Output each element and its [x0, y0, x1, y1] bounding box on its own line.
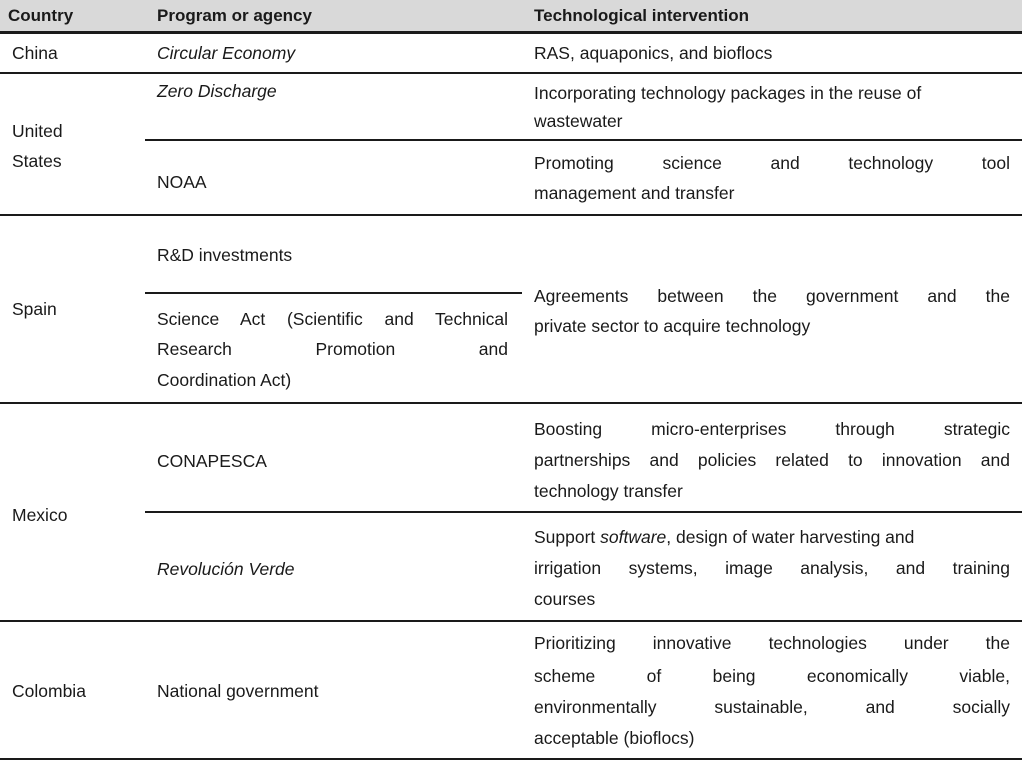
row-rule: [0, 72, 1022, 74]
spain-program2-line2-text: Research Promotion and: [157, 339, 508, 359]
sub-row-rule: [145, 139, 1022, 141]
us-intervention1-line2: wastewater: [534, 111, 623, 131]
colombia-program: National government: [157, 681, 319, 701]
spain-country: Spain: [12, 299, 57, 319]
china-country: China: [12, 43, 58, 63]
table-header: [0, 0, 1022, 32]
us-intervention1-line1: Incorporating technology packages in the reuse of: [534, 83, 922, 103]
mexico-country: Mexico: [12, 505, 68, 525]
spain-intervention-line2: private sector to acquire technology: [534, 316, 811, 336]
row-rule: [0, 214, 1022, 216]
colombia-country: Colombia: [12, 681, 86, 701]
mexico-intervention1-line2: partnerships and policies related to innovation and: [534, 450, 1010, 470]
mexico-program-revolucion-verde: Revolución Verde: [157, 559, 295, 579]
sub-row-rule: [145, 511, 1022, 513]
header-rule: [0, 31, 1022, 34]
colombia-intervention-line4: acceptable (bioflocs): [534, 728, 695, 748]
colombia-intervention-line2: scheme of being economically viable,: [534, 666, 1010, 686]
spain-program2-line2: [157, 336, 508, 362]
sub-row-rule: [145, 292, 522, 294]
mexico-intervention2-line1: [534, 524, 914, 550]
us-program-noaa: NOAA: [157, 172, 207, 192]
mexico-intervention1-line3: technology transfer: [534, 481, 683, 501]
mexico-intervention2-post: , design of water harvesting and: [666, 527, 915, 547]
mexico-intervention2-line2: irrigation systems, image analysis, and training: [534, 558, 1010, 578]
colombia-intervention-line1: Prioritizing innovative technologies under the: [534, 633, 1010, 653]
spain-program2-line1: Science Act (Scientific and Technical: [157, 309, 508, 329]
bottom-rule: [0, 758, 1022, 760]
us-country-line2: States: [12, 151, 62, 171]
us-country-line1: United: [12, 121, 63, 141]
spain-program2-line3: Coordination Act): [157, 370, 292, 390]
header-intervention: Technological intervention: [534, 6, 750, 25]
china-program: Circular Economy: [157, 43, 296, 63]
us-program-zero-discharge: Zero Discharge: [157, 81, 277, 101]
mexico-program-conapesca: CONAPESCA: [157, 451, 267, 471]
row-rule: [0, 402, 1022, 404]
china-intervention: RAS, aquaponics, and bioflocs: [534, 43, 773, 63]
header-country: Country: [8, 6, 74, 25]
colombia-intervention-line3: environmentally sustainable, and socially: [534, 697, 1010, 717]
us-intervention2-line1: Promoting science and technology tool: [534, 153, 1010, 173]
mexico-intervention2-software: software: [600, 527, 667, 547]
spain-program-rd: R&D investments: [157, 245, 293, 265]
header-program: Program or agency: [157, 6, 312, 25]
mexico-intervention2-line3: courses: [534, 589, 596, 609]
row-rule: [0, 620, 1022, 622]
mexico-intervention2-pre: Support: [534, 527, 601, 547]
mexico-intervention1-line1: Boosting micro-enterprises through strategic: [534, 419, 1010, 439]
us-intervention2-line2: management and transfer: [534, 183, 735, 203]
spain-intervention-line1: Agreements between the government and the: [534, 286, 1010, 306]
